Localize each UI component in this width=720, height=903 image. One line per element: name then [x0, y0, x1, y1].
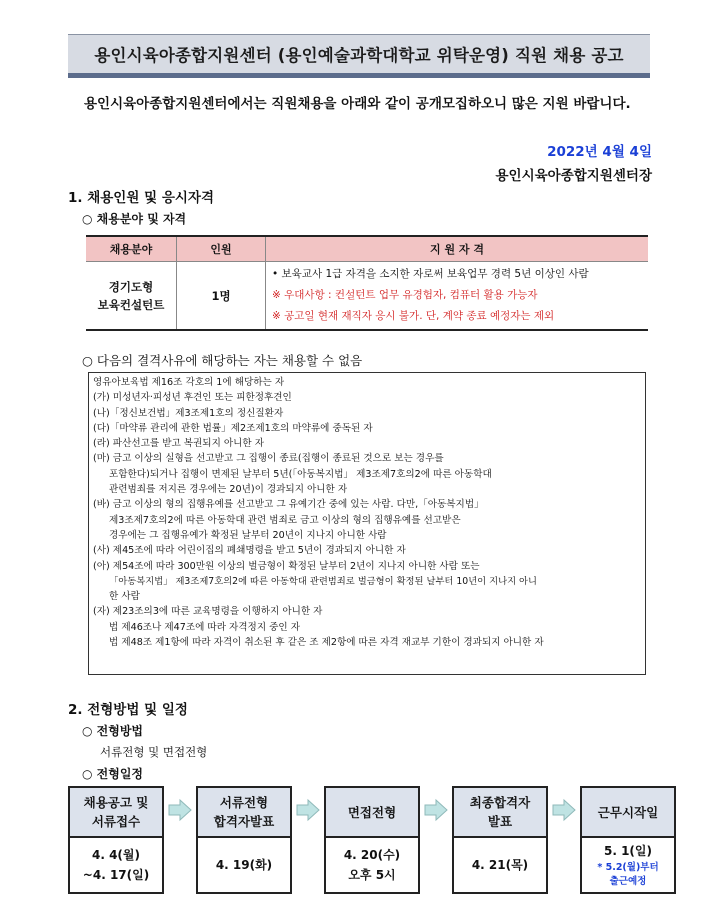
field-line1: 경기도형 — [108, 279, 154, 294]
disq-line: 한 사람 — [109, 591, 140, 603]
table-row — [86, 262, 648, 331]
step-title — [326, 788, 418, 838]
disq-line: (라) 파산선고를 받고 복권되지 아니한 자 — [93, 438, 265, 450]
step-title — [70, 788, 162, 838]
title-bar — [68, 34, 650, 78]
method-text: 서류전형 및 면접전형 — [100, 745, 208, 759]
step-title — [582, 788, 674, 838]
step-title-line2: 발표 — [487, 814, 513, 829]
step-title — [454, 788, 546, 838]
issuer: 용인시육아종합지원센터장 — [495, 168, 652, 184]
section1-heading: 1. 채용인원 및 응시자격 — [68, 190, 214, 206]
step-note-line2: 출근예정 — [609, 876, 647, 887]
step-title-line1: 근무시작일 — [597, 804, 659, 820]
schedule-step-document-result — [196, 786, 292, 894]
disq-line: (사) 제45조에 따라 어린이집의 폐쇄명령을 받고 5년이 경과되지 아니한 자 — [93, 545, 406, 557]
count-cell: 1명 — [177, 262, 266, 331]
field-cell — [86, 262, 177, 331]
schedule-step-application — [68, 786, 164, 894]
step-date — [70, 838, 162, 892]
disq-line: (나)「정신보건법」제3조제1호의 정신질환자 — [93, 407, 284, 419]
qualification-line: • 보육교사 1급 자격을 소지한 자로써 보육업무 경력 5년 이상인 사람 — [272, 268, 589, 280]
schedule-step-start-work — [580, 786, 676, 894]
disq-line: 경우에는 그 집행유예가 확정된 날부터 20년이 지나지 아니한 사람 — [109, 529, 387, 541]
step-date — [454, 838, 546, 892]
schedule-step-interview — [324, 786, 420, 894]
field-line2: 보육컨설턴트 — [97, 297, 165, 312]
step-date-line1: 5. 1(일) — [604, 844, 652, 858]
disq-line: 법 제46조나 제47조에 따라 자격정지 중인 자 — [109, 621, 300, 633]
qualification-cell — [266, 262, 649, 331]
step-date-line1: 4. 21(목) — [471, 858, 529, 872]
disqualification-box — [88, 372, 646, 675]
disq-line: (바) 금고 이상의 형의 집행유예를 선고받고 그 유예기간 중에 있는 사람. 다만,「아동복지법」 — [93, 499, 484, 511]
arrow-right-icon — [296, 798, 320, 822]
header-count: 인원 — [177, 236, 266, 262]
section1-sub: ○ 채용분야 및 자격 — [82, 212, 187, 226]
qualification-table — [86, 235, 648, 331]
method-heading: ○ 전형방법 — [82, 724, 144, 738]
section2-heading: 2. 전형방법 및 일정 — [68, 702, 188, 718]
disq-line: (다)「마약류 관리에 관한 법률」제2조제1호의 마약류에 중독된 자 — [93, 422, 373, 434]
step-date-line2: ~4. 17(일) — [82, 868, 150, 882]
header-qualification: 지 원 자 격 — [266, 236, 649, 262]
header-field: 채용분야 — [86, 236, 177, 262]
step-title-line1: 최종합격자 — [469, 795, 531, 810]
notice-date: 2022년 4월 4일 — [547, 144, 652, 160]
disq-line: (자) 제23조의3에 따른 교육명령을 이행하지 아니한 자 — [93, 606, 323, 618]
preference-line: ※ 우대사항 : 컨설턴트 업무 유경험자, 컴퓨터 활용 가능자 — [272, 289, 538, 301]
disq-line: 제3조제7호의2에 따른 아동학대 관련 범죄로 금고 이상의 형의 집행유예를 선고받은 — [109, 514, 461, 526]
step-date — [582, 838, 674, 892]
step-date-line1: 4. 4(월) — [92, 848, 140, 862]
disq-line: 관련범죄를 저지른 경우에는 20년)이 경과되지 아니한 자 — [109, 484, 348, 496]
step-date-line2: 오후 5시 — [348, 868, 396, 882]
intro-text: 용인시육아종합지원센터에서는 직원채용을 아래와 같이 공개모집하오니 많은 지원 바랍니다. — [84, 96, 631, 112]
disq-line: 「아동복지법」 제3조제7호의2에 따른 아동학대 관련범죄로 벌금형이 확정된 날부터 10년이 지나지 아니 — [109, 575, 537, 587]
disq-line: 법 제48조 제1항에 따라 자격이 취소된 후 같은 조 제2항에 따른 자격 재교부 기한이 경과되지 아니한 자 — [109, 637, 544, 649]
disq-line: (마) 금고 이상의 실형을 선고받고 그 집행이 종료(집행이 종료된 것으로 보는 경우를 — [93, 453, 444, 465]
disq-line: (아) 제54조에 따라 300만원 이상의 벌금형이 확정된 날부터 2년이 지나지 아니한 사람 또는 — [93, 560, 480, 572]
step-note-line1: * 5.2(월)부터 — [597, 862, 659, 873]
disq-line: 영유아보육법 제16조 각호의 1에 해당하는 자 — [93, 377, 285, 388]
step-title-line2: 서류접수 — [91, 814, 141, 829]
step-title — [198, 788, 290, 838]
step-title-line1: 채용공고 및 — [83, 795, 149, 810]
restriction-line: ※ 공고일 현재 재직자 응시 불가. 단, 계약 종료 예정자는 제외 — [272, 310, 555, 322]
step-title-line1: 서류전형 — [219, 795, 269, 810]
step-date — [326, 838, 418, 892]
step-date-line1: 4. 20(수) — [343, 848, 401, 862]
schedule-step-final-result — [452, 786, 548, 894]
disq-line: 포함한다)되거나 집행이 면제된 날부터 5년(「아동복지법」 제3조제7호의2에 따른 아동학대 — [109, 468, 492, 480]
arrow-right-icon — [168, 798, 192, 822]
step-date — [198, 838, 290, 892]
disqualification-heading: ○ 다음의 결격사유에 해당하는 자는 채용할 수 없음 — [82, 353, 363, 368]
step-title-line2: 합격자발표 — [213, 814, 275, 829]
disq-line: (가) 미성년자·피성년 후견인 또는 피한정후견인 — [93, 392, 292, 404]
schedule-heading: ○ 전형일정 — [82, 767, 144, 781]
table-header-row — [86, 236, 648, 262]
arrow-right-icon — [552, 798, 576, 822]
page-title: 용인시육아종합지원센터 (용인예술과학대학교 위탁운영) 직원 채용 공고 — [94, 46, 624, 65]
step-title-line1: 면접전형 — [347, 804, 397, 820]
step-date-line1: 4. 19(화) — [215, 858, 273, 872]
arrow-right-icon — [424, 798, 448, 822]
